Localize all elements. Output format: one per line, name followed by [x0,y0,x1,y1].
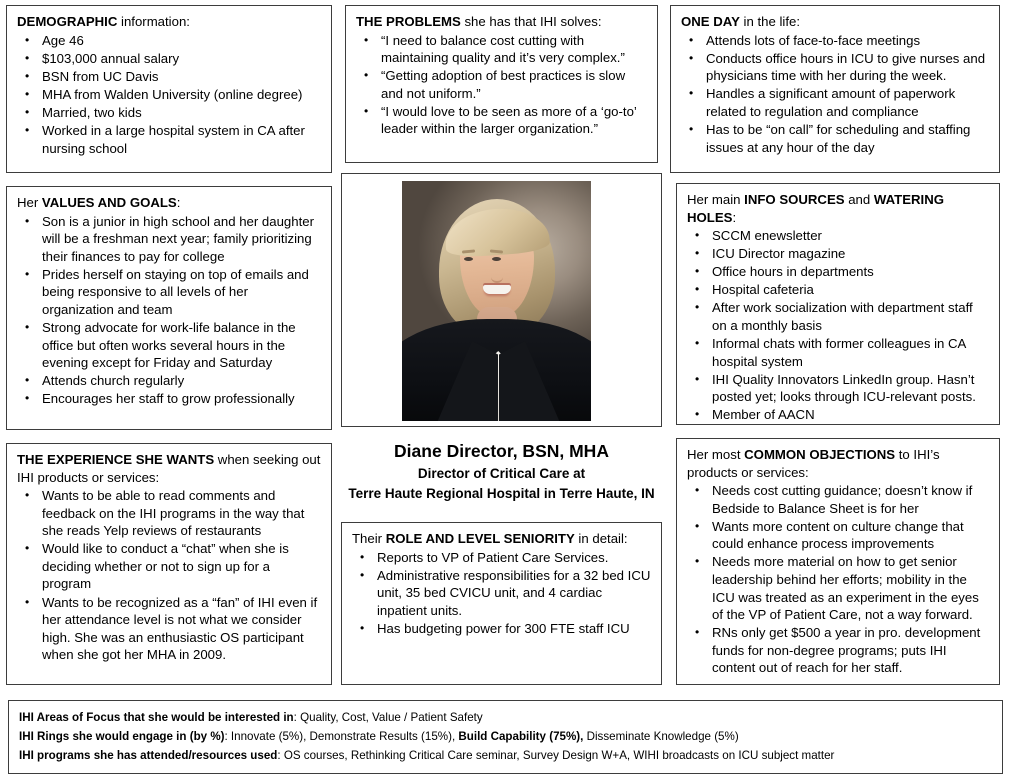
role-heading-pre: Their [352,531,386,546]
values-heading-pre: Her [17,195,42,210]
experience-list [17,487,321,664]
list-item: • Needs cost cutting guidance; doesn’t know if Bedside to Balance Sheet is for her [687,482,989,517]
eye-left [464,257,473,261]
list-item: • After work socialization with department staff on a monthly basis [687,299,989,334]
person-title-line2: Terre Haute Regional Hospital in Terre Haute, IN [348,486,655,501]
values-heading-bold: VALUES AND GOALS [41,195,177,210]
values-and-goals-box [6,186,332,430]
objections-heading-rest: to IHI’s products or services: [687,447,940,480]
list-item: • Married, two kids [17,104,321,122]
list-item: • IHI Quality Innovators LinkedIn group. Hasn’t posted yet; looks through ICU-relevant posts. [687,371,989,406]
one-day-heading-bold: ONE DAY [681,14,740,29]
experience-heading-rest: when seeking out IHI products or services: [17,452,321,485]
footer-line3-value: : OS courses, Rethinking Critical Care seminar, Survey Design W+A, WIHI broadcasts on ICU subject matter [277,749,835,762]
list-item: • Conducts office hours in ICU to give nurses and physicians time with her during the week. [681,50,989,85]
person-title-line1: Director of Critical Care at [417,466,586,481]
info-sources-list [687,227,989,424]
list-item: • Needs more material on how to get senior leadership behind her efforts; mobility in the ICU was treated as an experiment in the eyes of the VP of Patient Care, not a way forward. [687,553,989,623]
page-title: Diane Director, BSN, MHA [394,441,609,461]
demographic-heading-rest: information: [117,14,190,29]
list-item: • Attends church regularly [17,372,321,390]
list-item: • Strong advocate for work-life balance in the office but often works several hours in the evening except for Friday and Saturday [17,319,321,372]
list-item: • Age 46 [17,32,321,50]
footer-line2-post: Disseminate Knowledge (5%) [583,730,739,743]
list-item: • BSN from UC Davis [17,68,321,86]
footer-line-programs [19,746,992,765]
list-item: • Office hours in departments [687,263,989,281]
list-item: • Handles a significant amount of paperwork related to regulation and compliance [681,85,989,120]
list-item: • Wants to be able to read comments and feedback on the IHI programs in the way that she reads Yelp reviews of restaurants [17,487,321,540]
experience-heading-bold: THE EXPERIENCE SHE WANTS [17,452,215,467]
info-sources-box [676,183,1000,425]
headshot-image [402,181,591,421]
objections-heading-pre: Her most [687,447,745,462]
list-item: • “I would love to be seen as more of a ‘go-to’ leader within the larger organization.” [356,103,647,138]
eye-right [492,257,501,261]
footer-line1-label: IHI Areas of Focus that she would be interested in [19,711,294,724]
footer-line3-label: IHI programs she has attended/resources used [19,749,278,762]
headshot-photo [402,181,591,421]
objections-heading [687,446,989,481]
one-day-heading [681,13,989,31]
one-day-in-the-life-box [670,5,1000,173]
role-heading-rest: in detail: [574,531,628,546]
list-item: • Son is a junior in high school and her daughter will be a freshman next year; family prioritizing their finances to pay for college [17,213,321,266]
footer-line-areas-of-focus [19,708,992,727]
list-item: • Administrative responsibilities for a 32 bed ICU unit, 35 bed CVICU unit, and 4 cardiac inpatient units. [352,567,651,620]
one-day-list [681,32,989,157]
experience-she-wants-box [6,443,332,685]
role-list [352,549,651,638]
values-list [17,213,321,409]
experience-heading [17,451,321,486]
objections-heading-bold: COMMON OBJECTIONS [744,447,896,462]
list-item: • Prides herself on staying on top of emails and being responsive to all levels of her organization and team [17,266,321,319]
info-heading-mid: and [844,192,874,207]
list-item: • Has to be “on call” for scheduling and staffing issues at any hour of the day [681,121,989,156]
problems-heading-rest: she has that IHI solves: [460,14,602,29]
list-item: • $103,000 annual salary [17,50,321,68]
list-item: • Has budgeting power for 300 FTE staff ICU [352,620,651,638]
info-heading-rest: : [732,209,737,225]
list-item: • RNs only get $500 a year in pro. development funds for non-degree programs; puts IHI content out of reach for her staff. [687,624,989,677]
one-day-heading-rest: in the life: [739,14,800,29]
problems-box [345,5,658,163]
list-item: • “Getting adoption of best practices is slow and not uniform.” [356,67,647,102]
info-heading-bold2: WATERING HOLES [687,192,944,225]
list-item: • Attends lots of face-to-face meetings [681,32,989,50]
footer-line1-value: : Quality, Cost, Value / Patient Safety [293,711,483,724]
footer-line2-pre: : Innovate (5%), Demonstrate Results (15%), [224,730,459,743]
person-identity-block [341,438,662,504]
problems-heading-bold: THE PROBLEMS [356,14,461,29]
demographic-heading-bold: DEMOGRAPHIC [17,14,118,29]
demographic-box [6,5,332,173]
list-item: • MHA from Walden University (online degree) [17,86,321,104]
footer-line2-label: IHI Rings she would engage in (by %) [19,730,225,743]
mouth-shape [483,285,511,294]
info-heading-bold: INFO SOURCES [744,192,845,207]
objections-list [687,482,989,677]
photo-box [341,173,662,427]
footer-line-rings [19,727,992,746]
values-heading-rest: : [176,195,181,210]
common-objections-box [676,438,1000,685]
problems-list [356,32,647,139]
demographic-list [17,32,321,158]
list-item: • ICU Director magazine [687,245,989,263]
list-item: • SCCM enewsletter [687,227,989,245]
list-item: • Informal chats with former colleagues in CA hospital system [687,335,989,370]
list-item: • Wants to be recognized as a “fan” of IHI even if her attendance level is not what we consider high. She was an enthusiastic OS participant when she got her MHA in 2009. [17,594,321,664]
role-heading-bold: ROLE AND LEVEL SENIORITY [385,531,575,546]
problems-heading [356,13,647,31]
ihi-summary-footer [8,700,1003,774]
list-item: • Reports to VP of Patient Care Services. [352,549,651,567]
list-item: • Member of AACN [687,406,989,424]
nose-shape [491,269,503,283]
role-heading [352,530,651,548]
info-sources-heading [687,191,989,226]
list-item: • Would like to conduct a “chat” when she is deciding whether or not to sign up for a program [17,540,321,593]
list-item: • “I need to balance cost cutting with maintaining quality and it’s very complex.” [356,32,647,67]
role-and-seniority-box [341,522,662,685]
list-item: • Encourages her staff to grow professionally [17,390,321,408]
footer-line2-highlight: Build Capability (75%), [458,730,584,743]
demographic-heading [17,13,321,31]
list-item: • Wants more content on culture change that could enhance process improvements [687,518,989,553]
list-item: • Hospital cafeteria [687,281,989,299]
values-heading [17,194,321,212]
info-heading-pre: Her main [687,192,745,207]
list-item: • Worked in a large hospital system in CA after nursing school [17,122,321,157]
